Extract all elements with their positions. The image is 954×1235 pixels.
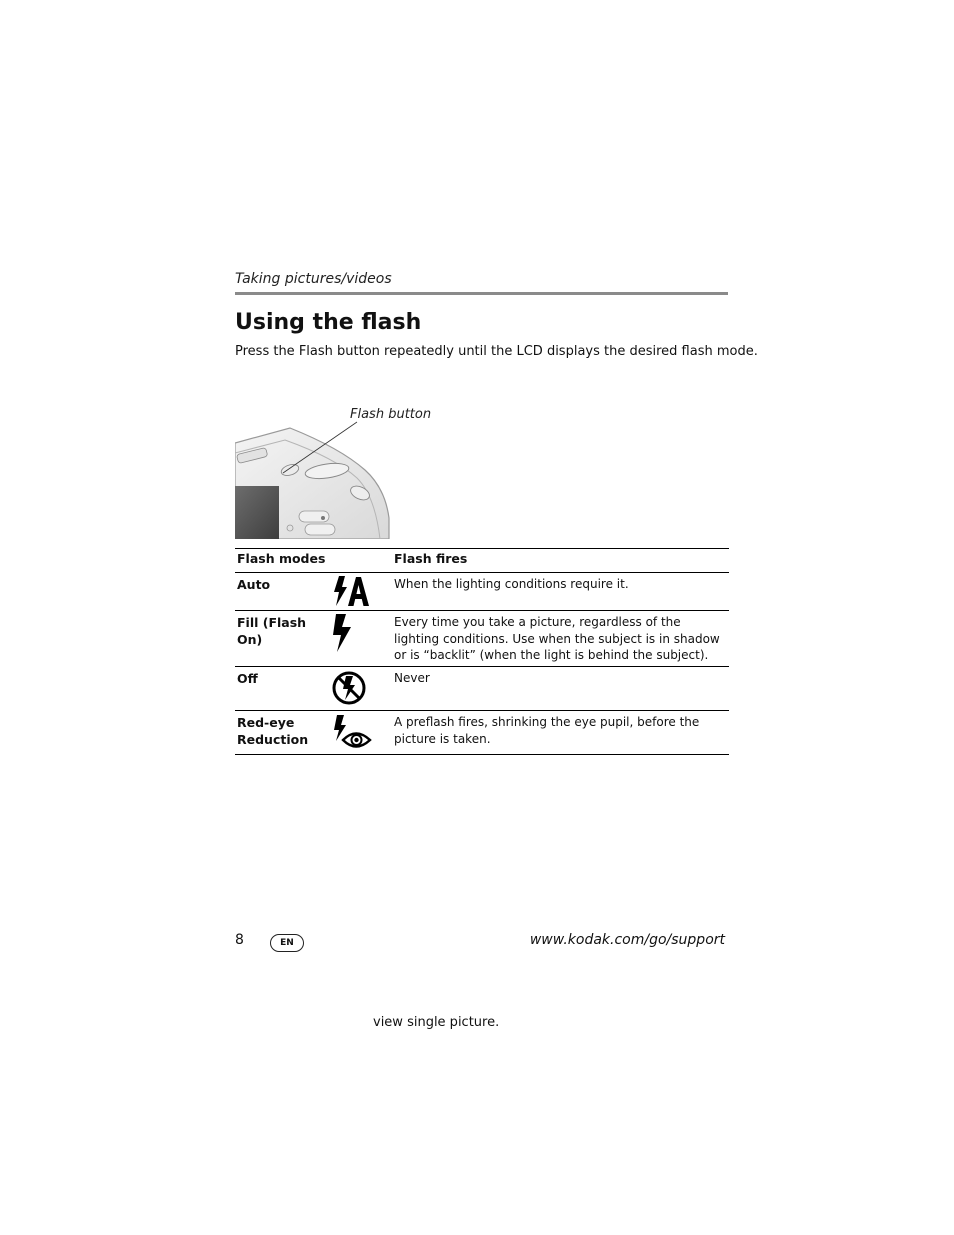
intro-text: Press the Flash button repeatedly until the LCD displays the desired flash mode.: [235, 344, 758, 359]
red-eye-icon: [332, 711, 394, 755]
column-header-flash-modes: Flash modes: [237, 551, 326, 566]
flash-button-callout: Flash button: [350, 407, 432, 422]
mode-name: Auto: [237, 577, 271, 592]
table-row: [235, 711, 729, 755]
table-row: [235, 611, 729, 667]
mode-name: Red-eye Reduction: [237, 715, 309, 747]
flash-off-icon: [332, 667, 394, 711]
flash-fill-icon: [332, 611, 394, 667]
support-url: www.kodak.com/go/support: [529, 932, 725, 948]
mode-description: Never: [394, 671, 430, 685]
header-rule: [235, 292, 728, 295]
table-row: [235, 573, 729, 611]
language-badge: EN: [270, 934, 304, 952]
flash-auto-icon: [332, 573, 394, 611]
mode-name: Off: [237, 671, 258, 686]
mode-name: Fill (Flash On): [237, 615, 307, 647]
flash-modes-table: [235, 548, 729, 755]
page-title: Using the flash: [235, 310, 422, 335]
table-header-row: [235, 549, 729, 573]
table-row: [235, 667, 729, 711]
mode-description: A preflash fires, shrinking the eye pupil, before the picture is taken.: [394, 715, 700, 746]
mode-description: Every time you take a picture, regardless of the lighting conditions. Use when the subject is in shadow or is “backlit” (when the light is behind the subject).: [394, 615, 720, 662]
section-header: Taking pictures/videos: [235, 271, 392, 287]
column-header-flash-fires: Flash fires: [394, 551, 468, 566]
page-number: 8: [235, 932, 244, 948]
stray-text: view single picture.: [373, 1015, 500, 1030]
mode-description: When the lighting conditions require it.: [394, 577, 629, 591]
